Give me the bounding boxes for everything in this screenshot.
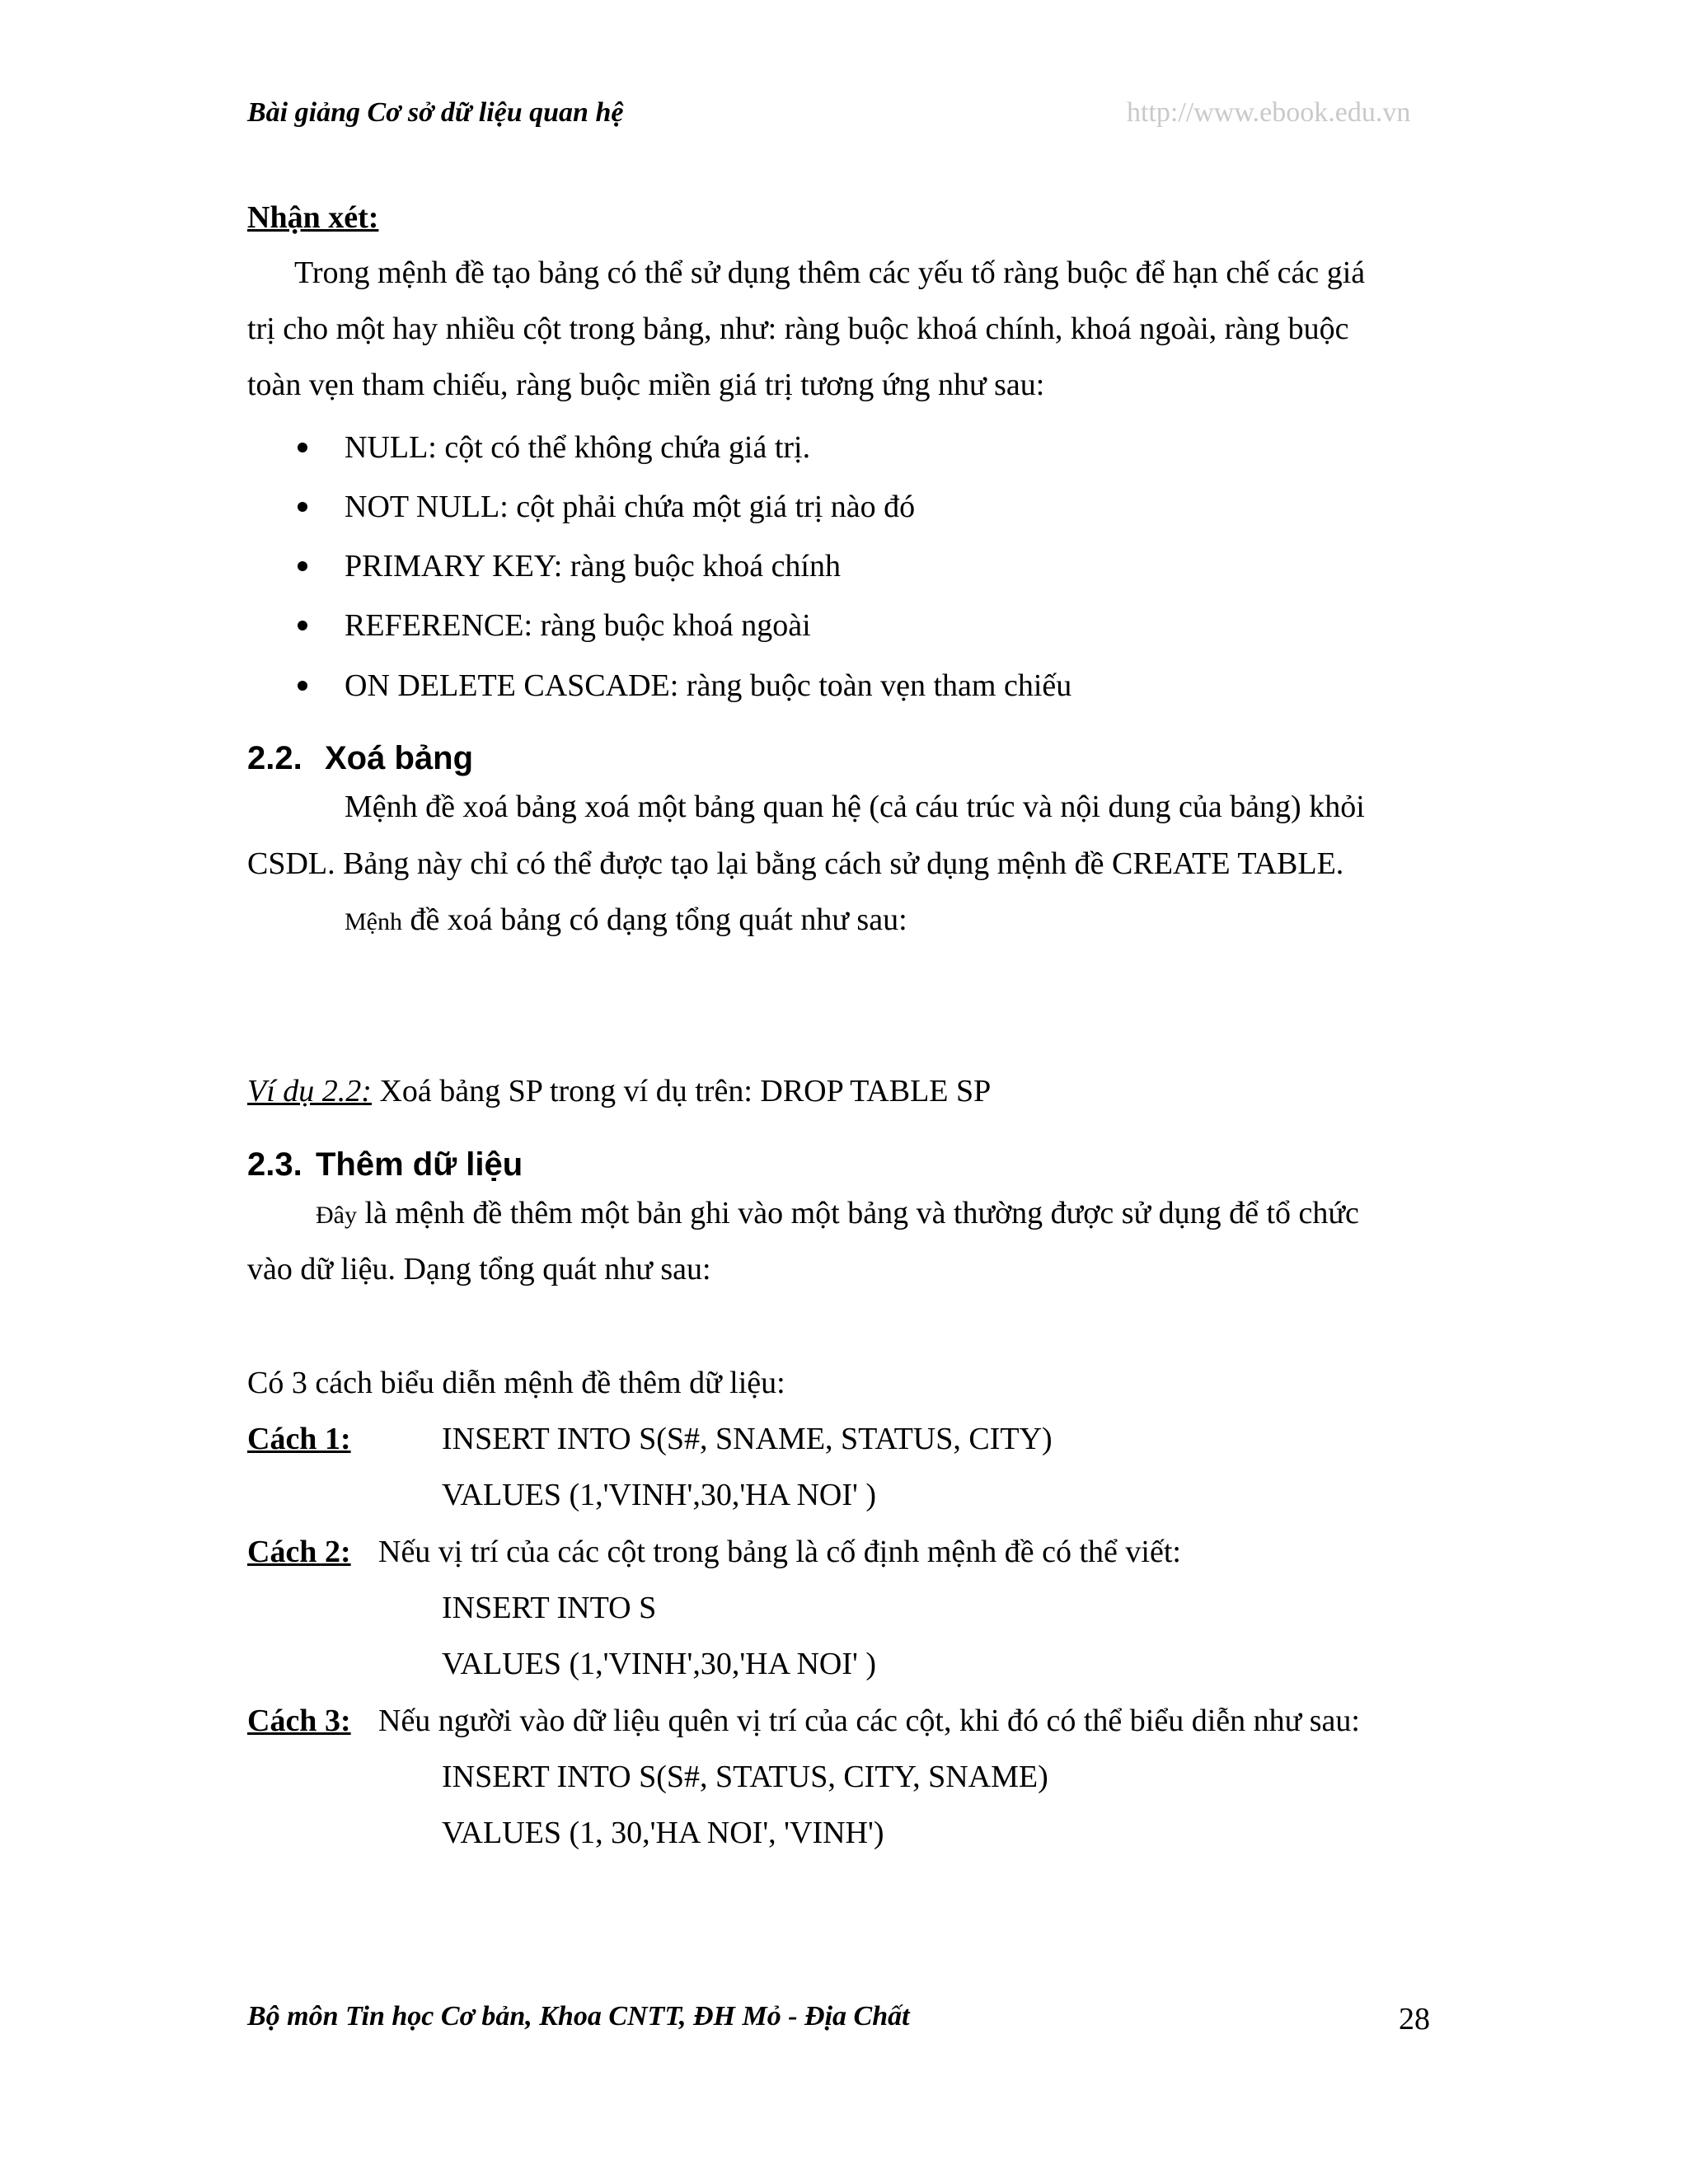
ways-intro: Có 3 cách biểu diễn mệnh đề thêm dữ liệu: — [247, 1366, 785, 1400]
way-3-description: Nếu người vào dữ liệu quên vị trí của các cột, khi đó có thể biểu diễn như sau: — [378, 1704, 1360, 1738]
remark-line-1: Trong mệnh đề tạo bảng có thể sử dụng thêm các yếu tố ràng buộc để hạn chế các giá — [294, 255, 1366, 290]
section-2-2-line-3: Mệnh đề xoá bảng có dạng tổng quát như sau: — [345, 902, 907, 937]
section-2-3-line-1: Đây là mệnh đề thêm một bản ghi vào một bảng và thường được sử dụng để tổ chức — [316, 1196, 1359, 1230]
remark-line-2: trị cho một hay nhiều cột trong bảng, như: ràng buộc khoá chính, khoá ngoài, ràng buộc — [247, 312, 1349, 346]
remark-line-3: toàn vẹn tham chiếu, ràng buộc miền giá trị tương ứng như sau: — [247, 368, 1045, 402]
bullet-icon — [298, 621, 307, 630]
constraint-item: REFERENCE: ràng buộc khoá ngoài — [345, 608, 811, 643]
constraint-item: NULL: cột có thể không chứa giá trị. — [345, 430, 811, 465]
way-1-line-2: VALUES (1,'VINH',30,'HA NOI' ) — [442, 1478, 876, 1512]
bullet-icon — [298, 502, 307, 512]
bullet-icon — [298, 443, 307, 452]
section-2-2-title: Xoá bảng — [325, 740, 474, 776]
page-number: 28 — [1399, 2002, 1430, 2036]
way-3-label: Cách 3: — [247, 1704, 351, 1738]
way-3-line-2: VALUES (1, 30,'HA NOI', 'VINH') — [442, 1816, 884, 1850]
footer-department: Bộ môn Tin học Cơ bản, Khoa CNTT, ĐH Mỏ - Địa Chất — [247, 2001, 910, 2032]
way-1-line-1: INSERT INTO S(S#, SNAME, STATUS, CITY) — [442, 1422, 1053, 1456]
header-title: Bài giảng Cơ sở dữ liệu quan hệ — [247, 97, 624, 128]
way-2-line-2: VALUES (1,'VINH',30,'HA NOI' ) — [442, 1647, 876, 1681]
constraint-item: ON DELETE CASCADE: ràng buộc toàn vẹn tham chiếu — [345, 668, 1072, 703]
bullet-icon — [298, 681, 307, 691]
section-2-3-title: Thêm dữ liệu — [316, 1146, 523, 1183]
example-label: Ví dụ 2.2 — [247, 1074, 362, 1108]
example-2-2: Ví dụ 2.2: Xoá bảng SP trong ví dụ trên: DROP TABLE SP — [247, 1074, 992, 1108]
section-2-3-number: 2.3. — [247, 1146, 302, 1183]
section-2-2-line-2: CSDL. Bảng này chỉ có thể được tạo lại bằng cách sử dụng mệnh đề CREATE TABLE. — [247, 846, 1344, 881]
example-text: Xoá bảng SP trong ví dụ trên: DROP TABLE SP — [371, 1074, 992, 1108]
section-2-2-number: 2.2. — [247, 740, 302, 776]
header-url: http://www.ebook.edu.vn — [1127, 97, 1411, 128]
way-2-line-1: INSERT INTO S — [442, 1591, 657, 1625]
way-2-description: Nếu vị trí của các cột trong bảng là cố định mệnh đề có thể viết: — [378, 1535, 1181, 1569]
section-2-2-line-1: Mệnh đề xoá bảng xoá một bảng quan hệ (cả cáu trúc và nội dung của bảng) khỏi — [345, 790, 1365, 824]
constraint-item: NOT NULL: cột phải chứa một giá trị nào đó — [345, 490, 916, 524]
remark-heading: Nhận xét: — [247, 200, 379, 235]
way-1-label: Cách 1: — [247, 1422, 351, 1456]
way-2-label: Cách 2: — [247, 1535, 351, 1569]
way-3-line-1: INSERT INTO S(S#, STATUS, CITY, SNAME) — [442, 1760, 1048, 1794]
bullet-icon — [298, 561, 307, 571]
constraint-item: PRIMARY KEY: ràng buộc khoá chính — [345, 549, 841, 583]
section-2-3-line-2: vào dữ liệu. Dạng tổng quát như sau: — [247, 1252, 711, 1286]
